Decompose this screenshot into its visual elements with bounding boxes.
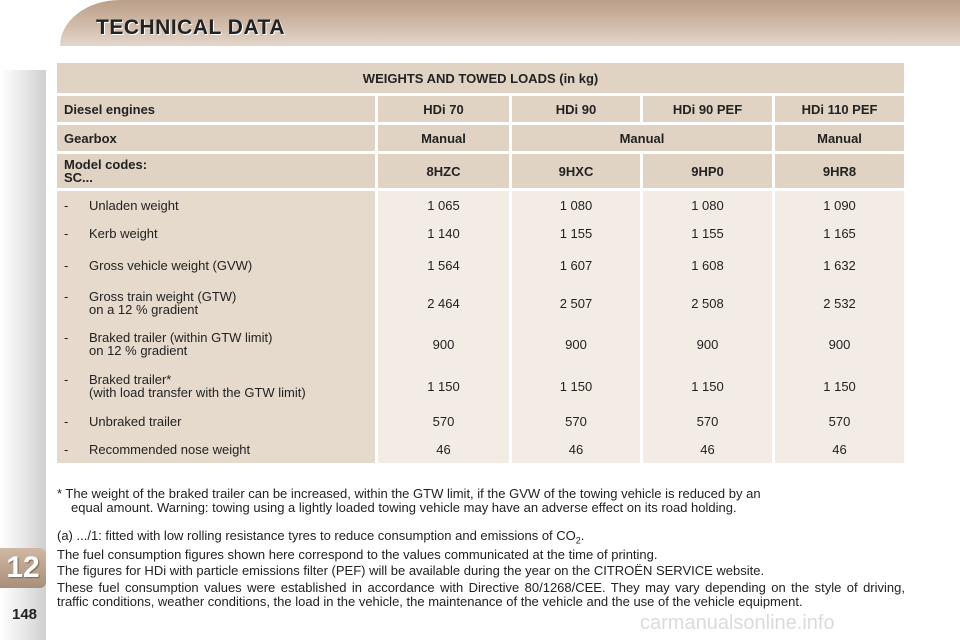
engines-row xyxy=(57,96,904,122)
watermark: carmanualsonline.info xyxy=(640,612,835,634)
model-code: 9HR8 xyxy=(772,154,904,188)
cell-value: 46 xyxy=(375,435,509,463)
engine-header: HDi 90 PEF xyxy=(640,96,772,122)
row-label-text: Gross train weight (GTW) xyxy=(89,289,237,304)
row-label-text: Unbraked trailer xyxy=(89,413,182,429)
cell-value: 2 507 xyxy=(509,283,640,323)
model-codes-label-line1: Model codes: xyxy=(64,157,148,172)
row-label xyxy=(57,247,375,283)
cell-value: 1 140 xyxy=(375,219,509,247)
model-codes-label-line2: SC... xyxy=(64,170,93,185)
header-band xyxy=(0,0,960,46)
cell-value: 1 150 xyxy=(772,365,904,407)
row-label-subtext: on a 12 % gradient xyxy=(89,302,199,317)
chapter-tab: 12 xyxy=(0,548,46,588)
cell-value: 2 464 xyxy=(375,283,509,323)
row-label xyxy=(57,219,375,247)
cell-value: 1 165 xyxy=(772,219,904,247)
row-label-text: Kerb weight xyxy=(89,225,158,241)
model-codes-row xyxy=(57,154,904,188)
model-code: 8HZC xyxy=(375,154,509,188)
cell-value: 900 xyxy=(640,323,772,365)
asterisk-note-line2: equal amount. Warning: towing using a lightly loaded towing vehicle may have an adverse effect on its road holding. xyxy=(71,500,737,515)
cell-value: 1 150 xyxy=(375,365,509,407)
row-label xyxy=(57,435,375,463)
engines-label: Diesel engines xyxy=(57,96,375,122)
cell-value: 46 xyxy=(509,435,640,463)
row-dash: - xyxy=(64,225,69,241)
row-dash: - xyxy=(64,372,69,387)
cell-value: 1 155 xyxy=(509,219,640,247)
row-label-text: Recommended nose weight xyxy=(89,441,251,457)
page-title: TECHNICAL DATA xyxy=(96,16,285,39)
row-label xyxy=(57,191,375,219)
model-code: 9HP0 xyxy=(640,154,772,188)
row-dash: - xyxy=(64,289,69,304)
row-dash: - xyxy=(64,257,69,273)
row-label xyxy=(57,323,375,365)
page-number: 148 xyxy=(12,606,38,623)
cell-value: 1 150 xyxy=(509,365,640,407)
row-dash: - xyxy=(64,330,69,345)
row-label-subtext: on 12 % gradient xyxy=(89,343,188,358)
cell-value: 46 xyxy=(640,435,772,463)
row-label xyxy=(57,407,375,435)
co2-subscript: 2 xyxy=(575,535,581,546)
cell-value: 1 564 xyxy=(375,247,509,283)
cell-value: 1 607 xyxy=(509,247,640,283)
cell-value: 900 xyxy=(772,323,904,365)
cell-value: 1 608 xyxy=(640,247,772,283)
gearbox-value: Manual xyxy=(375,125,509,151)
co2-note-end: . xyxy=(580,528,585,543)
directive-note: These fuel consumption values were established in accordance with Directive 80/1268/CEE. They may vary depending on the style of driving, traffic conditions, weather conditions, the load in the vehicle, the maintenance of the vehicle and the use of the vehicle equipment. xyxy=(57,579,905,609)
gearbox-row xyxy=(57,125,904,151)
cell-value: 1 632 xyxy=(772,247,904,283)
table-row xyxy=(57,283,904,323)
cell-value: 570 xyxy=(509,407,640,435)
gearbox-label: Gearbox xyxy=(57,125,375,151)
row-dash: - xyxy=(64,413,69,429)
cell-value: 570 xyxy=(772,407,904,435)
table-row xyxy=(57,219,904,247)
gearbox-value: Manual xyxy=(772,125,904,151)
asterisk-note xyxy=(57,487,905,515)
engine-header: HDi 110 PEF xyxy=(772,96,904,122)
cell-value: 1 150 xyxy=(640,365,772,407)
notes-section xyxy=(57,487,905,609)
table-caption: WEIGHTS AND TOWED LOADS (in kg) xyxy=(57,63,904,93)
cell-value: 570 xyxy=(375,407,509,435)
row-dash: - xyxy=(64,197,69,213)
asterisk-note-line1: * The weight of the braked trailer can be increased, within the GTW limit, if the GVW of the towing vehicle is reduced by an xyxy=(57,486,761,501)
row-label-subtext: (with load transfer with the GTW limit) xyxy=(89,385,306,400)
cell-value: 1 155 xyxy=(640,219,772,247)
model-codes-label xyxy=(57,154,375,188)
cell-value: 900 xyxy=(375,323,509,365)
co2-note xyxy=(57,529,905,548)
cell-value: 2 508 xyxy=(640,283,772,323)
table-row xyxy=(57,407,904,435)
cell-value: 1 090 xyxy=(772,191,904,219)
engine-header: HDi 70 xyxy=(375,96,509,122)
co2-note-text: (a) .../1: fitted with low rolling resistance tyres to reduce consumption and emissions of CO xyxy=(57,528,576,543)
row-label-text: Unladen weight xyxy=(89,197,179,213)
table-row xyxy=(57,323,904,365)
row-label-text: Braked trailer (within GTW limit) xyxy=(89,330,273,345)
table-row xyxy=(57,191,904,219)
cell-value: 1 065 xyxy=(375,191,509,219)
cell-value: 46 xyxy=(772,435,904,463)
table-row xyxy=(57,435,904,463)
fuel-note: The fuel consumption figures shown here correspond to the values communicated at the time of printing. xyxy=(57,546,658,562)
pef-note: The figures for HDi with particle emissions filter (PEF) will be available during the year on the CITROËN SERVICE website. xyxy=(57,562,765,578)
row-label xyxy=(57,365,375,407)
weights-table xyxy=(57,63,904,463)
gearbox-value: Manual xyxy=(509,125,772,151)
row-label-text: Gross vehicle weight (GVW) xyxy=(89,257,253,273)
cell-value: 2 532 xyxy=(772,283,904,323)
table-row xyxy=(57,247,904,283)
data-rows xyxy=(57,191,904,463)
table-row xyxy=(57,365,904,407)
cell-value: 900 xyxy=(509,323,640,365)
row-label-text: Braked trailer* xyxy=(89,372,172,387)
cell-value: 1 080 xyxy=(640,191,772,219)
cell-value: 570 xyxy=(640,407,772,435)
row-label xyxy=(57,283,375,323)
row-dash: - xyxy=(64,441,69,457)
cell-value: 1 080 xyxy=(509,191,640,219)
engine-header: HDi 90 xyxy=(509,96,640,122)
model-code: 9HXC xyxy=(509,154,640,188)
